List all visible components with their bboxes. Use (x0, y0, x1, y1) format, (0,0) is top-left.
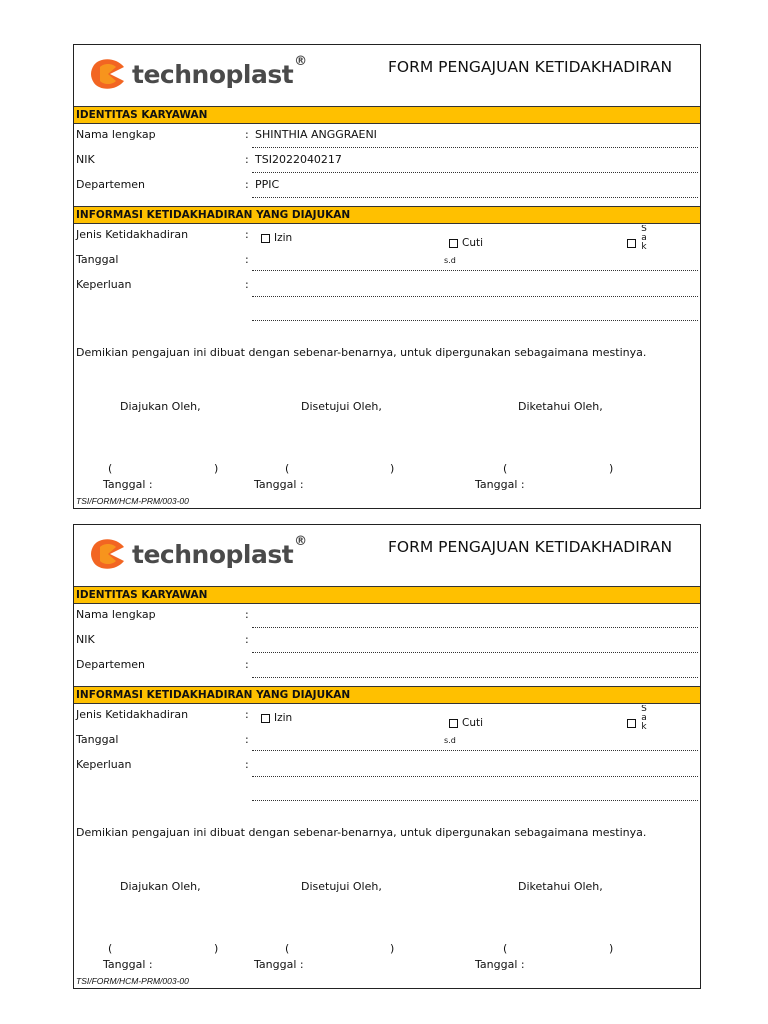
absence-form-2 (73, 524, 701, 989)
keperluan-line-2[interactable] (252, 800, 698, 801)
label-jenis: Jenis Ketidakhadiran (76, 708, 189, 721)
paren-open: ( (108, 942, 113, 955)
sig-disetujui: Disetujui Oleh, (301, 880, 382, 893)
sd-label: s.d (444, 256, 456, 265)
keperluan-line-1[interactable] (252, 296, 698, 297)
dotted-line (252, 750, 698, 751)
field-nama[interactable]: SHINTHIA ANGGRAENI (255, 128, 377, 141)
checkbox-cuti[interactable] (449, 239, 458, 248)
keperluan-line-2[interactable] (252, 320, 698, 321)
section-header-informasi: INFORMASI KETIDAKHADIRAN YANG DIAJUKAN (74, 206, 700, 224)
label-other-truncated: Sak (641, 705, 647, 732)
label-izin: Izin (274, 232, 293, 244)
tanggal-diketahui: Tanggal : (475, 478, 525, 491)
colon: : (245, 228, 249, 241)
form-code: TSI/FORM/HCM-PRM/003-00 (76, 496, 189, 506)
company-logo (90, 54, 307, 94)
technoplast-logo-icon (90, 535, 128, 573)
label-nik: NIK (76, 153, 95, 166)
colon: : (245, 128, 249, 141)
statement-text: Demikian pengajuan ini dibuat dengan sebenar-benarnya, untuk dipergunakan sebagaimana mestinya. (76, 826, 647, 839)
sig-diajukan: Diajukan Oleh, (120, 400, 201, 413)
colon: : (245, 708, 249, 721)
paren-open: ( (503, 462, 508, 475)
label-keperluan: Keperluan (76, 758, 132, 771)
label-departemen: Departemen (76, 658, 146, 671)
label-nik: NIK (76, 633, 95, 646)
section-header-identitas: IDENTITAS KARYAWAN (74, 586, 700, 604)
colon: : (245, 608, 249, 621)
paren-open: ( (285, 942, 290, 955)
sd-label: s.d (444, 736, 456, 745)
keperluan-line-1[interactable] (252, 776, 698, 777)
field-nik[interactable]: TSI2022040217 (255, 153, 342, 166)
form-title: FORM PENGAJUAN KETIDAKHADIRAN (388, 538, 673, 556)
paren-close: ) (390, 462, 395, 475)
label-cuti: Cuti (462, 717, 484, 729)
tanggal-diketahui: Tanggal : (475, 958, 525, 971)
checkbox-other[interactable] (627, 239, 636, 248)
technoplast-logo-icon (90, 55, 128, 93)
sig-disetujui: Disetujui Oleh, (301, 400, 382, 413)
colon: : (245, 758, 249, 771)
label-izin: Izin (274, 712, 293, 724)
form-title: FORM PENGAJUAN KETIDAKHADIRAN (388, 58, 673, 76)
colon: : (245, 178, 249, 191)
dotted-line (252, 677, 698, 678)
label-nama: Nama lengkap (76, 128, 156, 141)
paren-close: ) (214, 942, 219, 955)
checkbox-izin[interactable] (261, 234, 270, 243)
paren-close: ) (390, 942, 395, 955)
sig-diketahui: Diketahui Oleh, (518, 880, 603, 893)
colon: : (245, 153, 249, 166)
colon: : (245, 633, 249, 646)
statement-text: Demikian pengajuan ini dibuat dengan sebenar-benarnya, untuk dipergunakan sebagaimana mestinya. (76, 346, 647, 359)
label-jenis: Jenis Ketidakhadiran (76, 228, 189, 241)
dotted-line (252, 652, 698, 653)
sig-diketahui: Diketahui Oleh, (518, 400, 603, 413)
dotted-line (252, 627, 698, 628)
tanggal-disetujui: Tanggal : (254, 478, 304, 491)
paren-open: ( (108, 462, 113, 475)
paren-open: ( (285, 462, 290, 475)
checkbox-cuti[interactable] (449, 719, 458, 728)
section-header-identitas: IDENTITAS KARYAWAN (74, 106, 700, 124)
paren-close: ) (214, 462, 219, 475)
tanggal-diajukan: Tanggal : (103, 958, 153, 971)
absence-form-1 (73, 44, 701, 509)
paren-open: ( (503, 942, 508, 955)
label-nama: Nama lengkap (76, 608, 156, 621)
colon: : (245, 278, 249, 291)
paren-close: ) (609, 462, 614, 475)
dotted-line (252, 172, 698, 173)
tanggal-disetujui: Tanggal : (254, 958, 304, 971)
label-cuti: Cuti (462, 237, 484, 249)
field-departemen[interactable]: PPIC (255, 178, 280, 191)
dotted-line (252, 197, 698, 198)
form-code: TSI/FORM/HCM-PRM/003-00 (76, 976, 189, 986)
label-other-truncated: Sak (641, 225, 647, 252)
dotted-line (252, 147, 698, 148)
label-departemen: Departemen (76, 178, 146, 191)
label-keperluan: Keperluan (76, 278, 132, 291)
colon: : (245, 253, 249, 266)
checkbox-izin[interactable] (261, 714, 270, 723)
colon: : (245, 658, 249, 671)
label-tanggal: Tanggal (76, 253, 119, 266)
dotted-line (252, 270, 698, 271)
colon: : (245, 733, 249, 746)
tanggal-diajukan: Tanggal : (103, 478, 153, 491)
section-header-informasi: INFORMASI KETIDAKHADIRAN YANG DIAJUKAN (74, 686, 700, 704)
checkbox-other[interactable] (627, 719, 636, 728)
company-name: technoplast® (132, 53, 307, 89)
company-name: technoplast® (132, 533, 307, 569)
sig-diajukan: Diajukan Oleh, (120, 880, 201, 893)
company-logo (90, 534, 307, 574)
label-tanggal: Tanggal (76, 733, 119, 746)
paren-close: ) (609, 942, 614, 955)
